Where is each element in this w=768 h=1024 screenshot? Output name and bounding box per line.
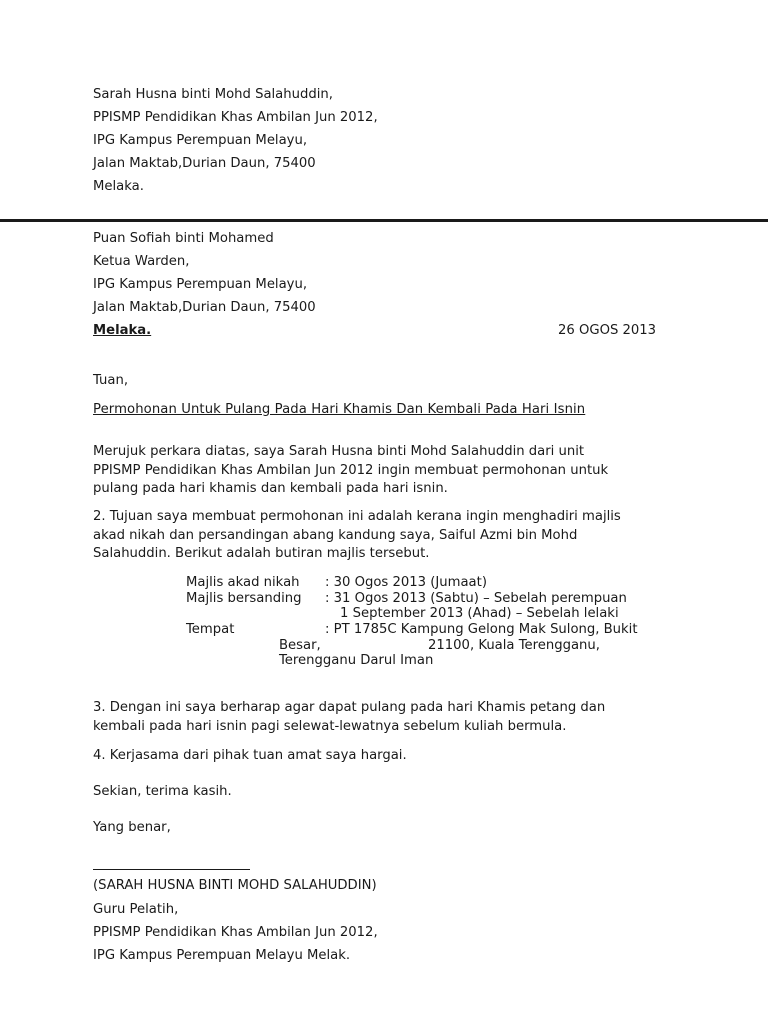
sender-street: Jalan Maktab,Durian Daun, 75400 xyxy=(93,156,316,171)
tempat-value-1: : PT 1785C Kampung Gelong Mak Sulong, Bukit xyxy=(325,622,638,637)
sender-name: Sarah Husna binti Mohd Salahuddin, xyxy=(93,87,333,102)
paragraph-2-line-3: Salahuddin. Berikut adalah butiran majlis tersebut. xyxy=(93,546,430,561)
sanding-value-1: : 31 Ogos 2013 (Sabtu) – Sebelah perempuan xyxy=(325,591,627,606)
sender-city: Melaka. xyxy=(93,179,144,194)
paragraph-2-line-1: 2. Tujuan saya membuat permohonan ini adalah kerana ingin menghadiri majlis xyxy=(93,509,621,524)
closing-sign-off: Yang benar, xyxy=(93,820,171,835)
recipient-title: Ketua Warden, xyxy=(93,254,190,269)
paragraph-4: 4. Kerjasama dari pihak tuan amat saya hargai. xyxy=(93,748,407,763)
akad-label: Majlis akad nikah xyxy=(186,575,300,590)
paragraph-3-line-2: kembali pada hari isnin pagi selewat-lewatnya sebelum kuliah bermula. xyxy=(93,719,567,734)
tempat-label: Tempat xyxy=(186,622,235,637)
signature-role: Guru Pelatih, xyxy=(93,902,179,917)
recipient-name: Puan Sofiah binti Mohamed xyxy=(93,231,274,246)
signature-line xyxy=(93,869,250,870)
signature-name: (SARAH HUSNA BINTI MOHD SALAHUDDIN) xyxy=(93,878,377,893)
signature-program: PPISMP Pendidikan Khas Ambilan Jun 2012, xyxy=(93,925,378,940)
recipient-street: Jalan Maktab,Durian Daun, 75400 xyxy=(93,300,316,315)
paragraph-1-line-2: PPISMP Pendidikan Khas Ambilan Jun 2012 ingin membuat permohonan untuk xyxy=(93,463,609,478)
signature-institution: IPG Kampus Perempuan Melayu Melak. xyxy=(93,948,351,963)
akad-value: : 30 Ogos 2013 (Jumaat) xyxy=(325,575,487,590)
sanding-label: Majlis bersanding xyxy=(186,591,302,606)
tempat-value-2b: 21100, Kuala Terengganu, xyxy=(428,638,600,653)
tempat-value-2a: Besar, xyxy=(279,638,321,653)
paragraph-2-line-2: akad nikah dan persandingan abang kandung saya, Saiful Azmi bin Mohd xyxy=(93,528,578,543)
sanding-value-2: 1 September 2013 (Ahad) – Sebelah lelaki xyxy=(340,606,619,621)
letter-date: 26 OGOS 2013 xyxy=(558,323,657,338)
recipient-institution: IPG Kampus Perempuan Melayu, xyxy=(93,277,308,292)
salutation: Tuan, xyxy=(93,373,129,388)
sender-program: PPISMP Pendidikan Khas Ambilan Jun 2012, xyxy=(93,110,378,125)
closing-thanks: Sekian, terima kasih. xyxy=(93,784,232,799)
paragraph-3-line-1: 3. Dengan ini saya berharap agar dapat pulang pada hari Khamis petang dan xyxy=(93,700,606,715)
sender-institution: IPG Kampus Perempuan Melayu, xyxy=(93,133,308,148)
letter-subject: Permohonan Untuk Pulang Pada Hari Khamis Dan Kembali Pada Hari Isnin xyxy=(93,402,586,417)
tempat-value-3: Terengganu Darul Iman xyxy=(279,653,434,668)
recipient-city: Melaka. xyxy=(93,323,152,338)
header-divider xyxy=(0,219,768,222)
paragraph-1-line-3: pulang pada hari khamis dan kembali pada hari isnin. xyxy=(93,481,448,496)
paragraph-1-line-1: Merujuk perkara diatas, saya Sarah Husna binti Mohd Salahuddin dari unit xyxy=(93,444,585,459)
